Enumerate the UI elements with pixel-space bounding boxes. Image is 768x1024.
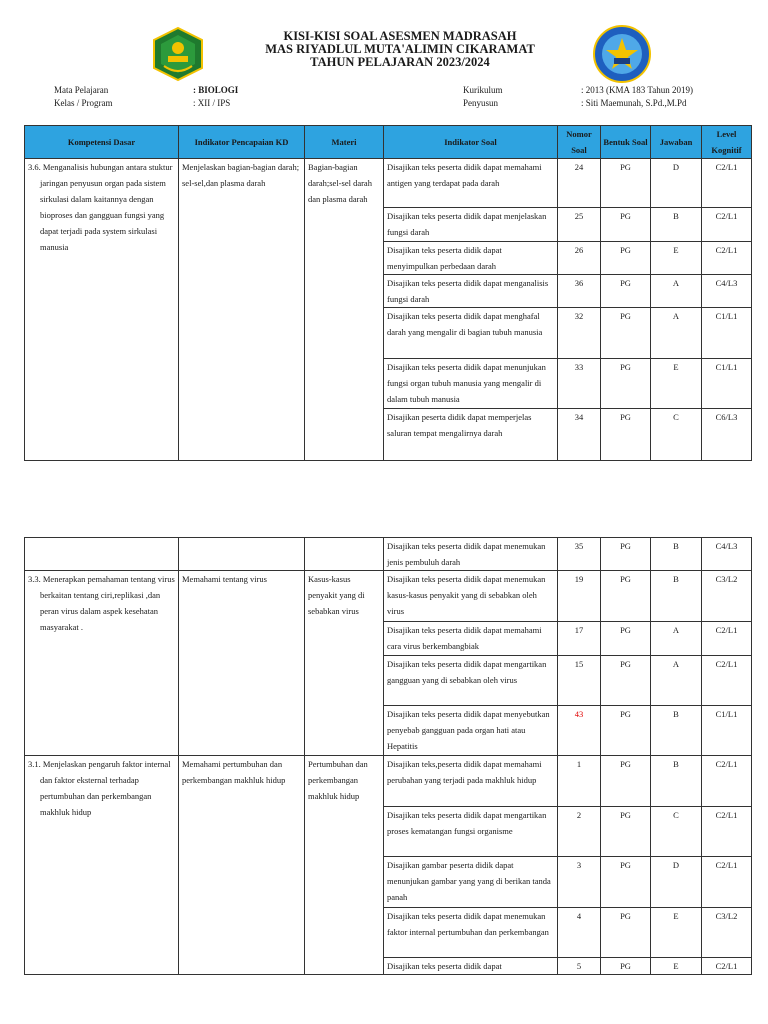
level-cell: C1/L1 (702, 308, 752, 359)
jawaban-cell: A (651, 275, 702, 308)
indikator-cell: Disajikan gambar peserta didik dapat menunjukan gambar yang yang di berikan tanda panah (384, 857, 558, 908)
mapel-value: : BIOLOGI (193, 85, 239, 95)
jawaban-cell: A (651, 308, 702, 359)
title-line-2: MAS RIYADLUL MUTA'ALIMIN CIKARAMAT (265, 42, 535, 56)
nomor-cell: 34 (558, 409, 601, 461)
header-jawaban: Jawaban (651, 126, 702, 159)
kd-cell-empty (25, 538, 179, 571)
kisi-table-page-2 (24, 537, 752, 975)
materi-cell: Pertumbuhan dan perkembangan makhluk hidup (305, 756, 384, 975)
indikator-cell: Disajikan teks peserta didik dapat menemukan faktor internal pertumbuhan dan perkembangan (384, 908, 558, 958)
nomor-cell: 17 (558, 622, 601, 656)
level-cell: C2/L1 (702, 958, 752, 975)
table-header-row (25, 126, 752, 159)
bentuk-cell: PG (601, 242, 651, 275)
level-cell: C2/L1 (702, 242, 752, 275)
level-cell: C4/L3 (702, 538, 752, 571)
nomor-cell: 4 (558, 908, 601, 958)
level-cell: C4/L3 (702, 275, 752, 308)
level-cell: C3/L2 (702, 908, 752, 958)
indikator-cell: Disajikan teks peserta didik dapat mengartikan proses kematangan fungsi organisme (384, 807, 558, 857)
indikator-cell: Disajikan teks peserta didik dapat menganalisis fungsi darah (384, 275, 558, 308)
indikator-cell: Disajikan teks peserta didik dapat memahami cara virus berkembangbiak (384, 622, 558, 656)
nomor-cell: 19 (558, 571, 601, 622)
bentuk-cell: PG (601, 857, 651, 908)
indikator-cell: Disajikan peserta didik dapat memperjelas saluran tempat mengalirnya darah (384, 409, 558, 461)
jawaban-cell: A (651, 622, 702, 656)
jawaban-cell: B (651, 756, 702, 807)
jawaban-cell: E (651, 958, 702, 975)
jawaban-cell: B (651, 538, 702, 571)
bentuk-cell: PG (601, 571, 651, 622)
bentuk-cell: PG (601, 958, 651, 975)
table-row (25, 538, 752, 571)
bentuk-cell: PG (601, 359, 651, 409)
bentuk-cell: PG (601, 208, 651, 242)
penyusun-value: : Siti Maemunah, S.Pd.,M.Pd (581, 98, 687, 108)
kemenag-logo (150, 26, 206, 82)
indikator-cell: Disajikan teks peserta didik dapat memahami antigen yang terdapat pada darah (384, 159, 558, 208)
ipk-cell: Menjelaskan bagian-bagian darah; sel-sel,dan plasma darah (179, 159, 305, 461)
kurikulum-value: : 2013 (KMA 183 Tahun 2019) (581, 85, 693, 95)
penyusun-label: Penyusun (463, 98, 499, 108)
kd-cell: 3.1. Menjelaskan pengaruh faktor internal dan faktor eksternal terhadap pertumbuhan dan perkembangan makhluk hidup (28, 759, 171, 817)
level-cell: C1/L1 (702, 359, 752, 409)
bentuk-cell: PG (601, 656, 651, 706)
indikator-cell: Disajikan teks peserta didik dapat menjelaskan fungsi darah (384, 208, 558, 242)
jawaban-cell: C (651, 409, 702, 461)
nomor-cell: 1 (558, 756, 601, 807)
bentuk-cell: PG (601, 908, 651, 958)
indikator-cell: Disajikan teks peserta didik dapat menyebutkan penyebab gangguan pada organ hati atau Hepatitis (384, 706, 558, 756)
indikator-cell: Disajikan teks peserta didik dapat menghafal darah yang mengalir di bagian tubuh manusia (384, 308, 558, 359)
nomor-cell: 2 (558, 807, 601, 857)
header-kd: Kompetensi Dasar (25, 126, 179, 159)
table-row (25, 571, 752, 622)
document-header (0, 18, 768, 82)
kd-cell: 3.3. Menerapkan pemahaman tentang virus berkaitan tentang ciri,replikasi ,dan peran virus dalam aspek kesehatan masyarakat . (28, 574, 175, 632)
meta-left (54, 84, 414, 110)
meta-right (463, 84, 763, 110)
level-cell: C2/L1 (702, 656, 752, 706)
nomor-cell: 15 (558, 656, 601, 706)
kelas-label: Kelas / Program (54, 98, 113, 108)
bentuk-cell: PG (601, 756, 651, 807)
header-nomor-soal: Nomor Soal (558, 126, 601, 159)
kurikulum-label: Kurikulum (463, 85, 503, 95)
nomor-cell: 32 (558, 308, 601, 359)
level-cell: C2/L1 (702, 208, 752, 242)
jawaban-cell: D (651, 159, 702, 208)
kd-cell: 3.6. Menganalisis hubungan antara stuktur jaringan penyusun organ pada sistem sirkulasi dalam kaitannya dengan bioproses dan gangguan fungsi yang dapat terjadi pada system sirkulasi manusia (28, 162, 173, 252)
jawaban-cell: E (651, 908, 702, 958)
madrasah-logo (592, 24, 652, 84)
header-bentuk-soal: Bentuk Soal (601, 126, 651, 159)
header-indikator-soal: Indikator Soal (384, 126, 558, 159)
kelas-value: : XII / IPS (193, 98, 231, 108)
jawaban-cell: B (651, 571, 702, 622)
materi-cell-empty (305, 538, 384, 571)
indikator-cell: Disajikan teks peserta didik dapat (384, 958, 558, 975)
nomor-cell: 5 (558, 958, 601, 975)
indikator-cell: Disajikan teks peserta didik dapat menyimpulkan perbedaan darah (384, 242, 558, 275)
ipk-cell: Memahami tentang virus (179, 571, 305, 756)
title-line-1: KISI-KISI SOAL ASESMEN MADRASAH (283, 29, 517, 43)
bentuk-cell: PG (601, 308, 651, 359)
materi-cell: Kasus-kasus penyakit yang di sebabkan virus (305, 571, 384, 756)
bentuk-cell: PG (601, 538, 651, 571)
header-level-kognitif: Level Kognitif (702, 126, 752, 159)
bentuk-cell: PG (601, 159, 651, 208)
bentuk-cell: PG (601, 807, 651, 857)
materi-cell: Bagian-bagian darah;sel-sel darah dan plasma darah (305, 159, 384, 461)
jawaban-cell: B (651, 706, 702, 756)
indikator-cell: Disajikan teks peserta didik dapat menemukan jenis pembuluh darah (384, 538, 558, 571)
table-row (25, 756, 752, 807)
nomor-cell-highlighted: 43 (558, 706, 601, 756)
jawaban-cell: D (651, 857, 702, 908)
indikator-cell: Disajikan teks,peserta didik dapat memahami perubahan yang terjadi pada makhluk hidup (384, 756, 558, 807)
kisi-table-page-1 (24, 125, 752, 461)
level-cell: C1/L1 (702, 706, 752, 756)
level-cell: C2/L1 (702, 807, 752, 857)
bentuk-cell: PG (601, 275, 651, 308)
bentuk-cell: PG (601, 706, 651, 756)
nomor-cell: 26 (558, 242, 601, 275)
indikator-cell: Disajikan teks peserta didik dapat mengartikan gangguan yang di sebabkan oleh virus (384, 656, 558, 706)
jawaban-cell: B (651, 208, 702, 242)
document-title (210, 30, 590, 69)
jawaban-cell: E (651, 242, 702, 275)
ipk-cell-empty (179, 538, 305, 571)
level-cell: C3/L2 (702, 571, 752, 622)
level-cell: C2/L1 (702, 756, 752, 807)
title-line-3: TAHUN PELAJARAN 2023/2024 (310, 55, 490, 69)
nomor-cell: 25 (558, 208, 601, 242)
level-cell: C2/L1 (702, 857, 752, 908)
level-cell: C6/L3 (702, 409, 752, 461)
bentuk-cell: PG (601, 409, 651, 461)
level-cell: C2/L1 (702, 159, 752, 208)
indikator-cell: Disajikan teks peserta didik dapat menunjukan fungsi organ tubuh manusia yang mengalir di dalam tubuh manusia (384, 359, 558, 409)
nomor-cell: 33 (558, 359, 601, 409)
nomor-cell: 35 (558, 538, 601, 571)
nomor-cell: 36 (558, 275, 601, 308)
jawaban-cell: C (651, 807, 702, 857)
mapel-label: Mata Pelajaran (54, 85, 109, 95)
jawaban-cell: E (651, 359, 702, 409)
indikator-cell: Disajikan teks peserta didik dapat menemukan kasus-kasus penyakit yang di sebabkan oleh virus (384, 571, 558, 622)
table-row (25, 159, 752, 208)
level-cell: C2/L1 (702, 622, 752, 656)
bentuk-cell: PG (601, 622, 651, 656)
nomor-cell: 3 (558, 857, 601, 908)
ipk-cell: Memahami pertumbuhan dan perkembangan makhluk hidup (179, 756, 305, 975)
header-ipk: Indikator Pencapaian KD (179, 126, 305, 159)
nomor-cell: 24 (558, 159, 601, 208)
jawaban-cell: A (651, 656, 702, 706)
header-materi: Materi (305, 126, 384, 159)
